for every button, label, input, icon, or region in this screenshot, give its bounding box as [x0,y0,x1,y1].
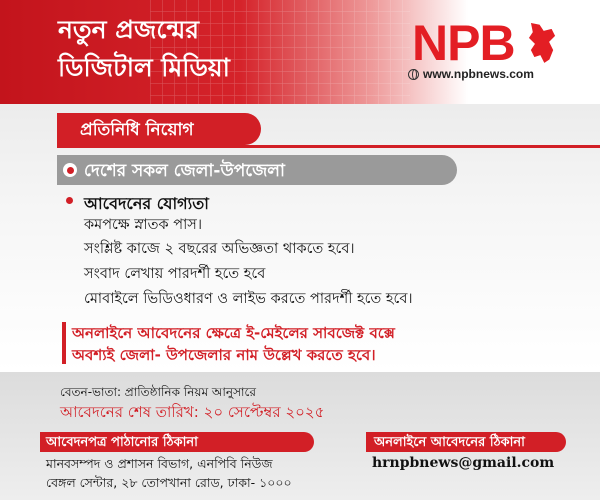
qualification-item: কমপক্ষে স্নাতক পাস। [84,217,203,233]
tagline-line-1: নতুন প্রজন্মের [58,15,200,44]
qualification-item: সংশ্লিষ্ট কাজে ২ বছরের অভিজ্ঞতা থাকতে হবে। [84,241,355,257]
qualification-item: সংবাদ লেখায় পারদর্শী হতে হবে [84,266,266,282]
note-line-1: অনলাইনে আবেদনের ক্ষেত্রে ই-মেইলের সাবজেক্ট বক্সে [72,324,395,342]
address-line: মানবসম্পদ ও প্রশাসন বিভাগ, এনপিবি নিউজ [46,456,273,471]
address-line: বেঙ্গল সেন্টার, ২৮ তোপখানা রোড, ঢাকা- ১০০০ [46,475,292,490]
website-url: www.npbnews.com [423,67,534,81]
logo-text: NPB [412,15,515,71]
qualification-item: মোবাইলে ভিডিওধারণ ও লাইভ করতে পারদর্শী হতে হবে। [84,291,413,307]
website-link[interactable] [408,67,534,81]
address-title: আবেদনপত্র পাঠানোর ঠিকানা [46,435,198,450]
tagline-line-2: ডিজিটাল মিডিয়া [58,53,230,82]
note-line-2: অবশ্যই জেলা- উপজেলার নাম উল্লেখ করতে হবে। [72,346,376,364]
qualification-title: আবেদনের যোগ্যতা [84,194,209,213]
recruitment-title: প্রতিনিধি নিয়োগ [80,120,194,140]
bullet-icon [63,163,77,177]
bangladesh-map-icon [524,20,558,66]
qualification-bullet-icon [66,197,73,204]
ribbon-underline [57,145,600,148]
area-text: দেশের সকল জেলা-উপজেলা [84,161,285,181]
note-accent-bar [62,322,66,364]
salary-text: বেতন-ভাতা: প্রাতিষ্ঠানিক নিয়ম আনুসারে [60,385,256,399]
email-link[interactable]: hrnpbnews@gmail.com [372,455,555,471]
deadline-text: আবেদনের শেষ তারিখ: ২০ সেপ্টেম্বর ২০২৫ [60,403,325,421]
globe-icon [408,69,419,80]
online-title: অনলাইনে আবেদনের ঠিকানা [374,435,525,450]
npb-logo [412,12,582,74]
